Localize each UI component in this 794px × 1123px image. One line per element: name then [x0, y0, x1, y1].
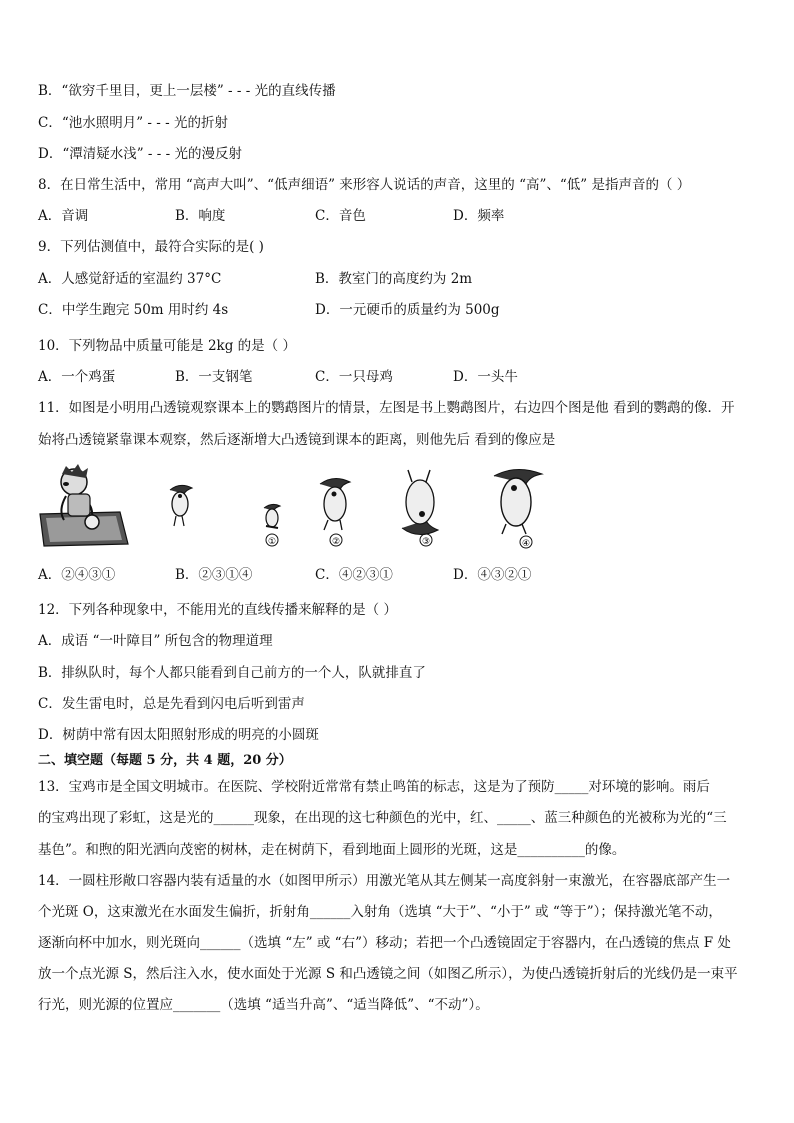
label-2	[330, 534, 342, 547]
q11-option-a: A．②④③①	[38, 567, 116, 583]
q13-line1: 13．宝鸡市是全国文明城市。在医院、学校附近常常有禁止鸣笛的标志，这是为了预防_____对环境的影响。雨后	[38, 779, 710, 795]
q14-line3: 逐渐向杯中加水，则光斑向______（选填 “左” 或 “右”）移动；若把一个凸透镜固定于容器内，在凸透镜的焦点 F 处	[38, 935, 731, 951]
q9-option-c: C．中学生跑完 50m 用时约 4s	[38, 302, 229, 318]
q11-stem-line1: 11．如图是小明用凸透镜观察课本上的鹦鹉图片的情景，左图是书上鹦鹉图片，右边四个图是他 看到的鹦鹉的像．开	[38, 400, 735, 416]
q12-option-d: D．树荫中常有因太阳照射形成的明亮的小圆斑	[38, 727, 319, 743]
label-3	[420, 534, 432, 547]
q9-option-d: D．一元硬币的质量约为 500g	[315, 302, 500, 318]
q10-stem: 10．下列物品中质量可能是 2kg 的是（ ）	[38, 338, 296, 354]
parrot-image-1	[264, 504, 280, 528]
parrot-image-2	[320, 478, 350, 530]
q10-option-b: B．一支钢笔	[175, 369, 253, 385]
q11-option-d: D．④③②①	[453, 567, 532, 583]
q14-line1: 14．一圆柱形敞口容器内装有适量的水（如图甲所示）用激光笔从其左侧某一高度斜射一束激光，在容器底部产生一	[38, 873, 731, 889]
q8-option-b: B．响度	[175, 208, 226, 224]
q10-option-c: C．一只母鸡	[315, 369, 393, 385]
q9-stem: 9．下列估测值中，最符合实际的是( )	[38, 239, 264, 255]
label-4	[520, 536, 532, 549]
q8-option-a: A．音调	[38, 208, 89, 224]
q8-option-d: D．频率	[453, 208, 505, 224]
q12-option-c: C．发生雷电时，总是先看到闪电后听到雷声	[38, 696, 305, 712]
label-1	[266, 534, 278, 547]
svg-text:①: ①	[267, 537, 277, 547]
q12-stem: 12．下列各种现象中，不能用光的直线传播来解释的是（ ）	[38, 602, 397, 618]
q12-option-b: B．排纵队时，每个人都只能看到自己前方的一个人，队就排直了	[38, 665, 426, 681]
q14-line4: 放一个点光源 S，然后注入水，使水面处于光源 S 和凸透镜之间（如图乙所示），为使凸透镜折射后的光线仍是一束平	[38, 966, 738, 982]
q8-stem: 8．在日常生活中，常用 “高声大叫”、“低声细语” 来形容人说话的声音，这里的 “高”、“低” 是指声音的（ ）	[38, 177, 691, 193]
q7-option-c: C．“池水照明月” - - - 光的折射	[38, 115, 228, 131]
parrot-original-image	[170, 485, 192, 526]
section-fill-in-title: 二、填空题（每题 5 分，共 4 题，20 分）	[38, 753, 292, 768]
svg-text:②: ②	[331, 537, 341, 547]
parrot-image-3	[402, 470, 438, 535]
boy-reading-illustration	[40, 464, 128, 546]
q11-stem-line2: 始将凸透镜紧靠课本观察，然后逐渐增大凸透镜到课本的距离，则他先后 看到的像应是	[38, 432, 556, 448]
q7-option-d: D．“潭清疑水浅” - - - 光的漫反射	[38, 146, 242, 162]
q13-line3: 基色”。和煦的阳光洒向茂密的树林，走在树荫下，看到地面上圆形的光斑，这是__________的像。	[38, 842, 626, 858]
q8-option-c: C．音色	[315, 208, 366, 224]
q14-line2: 个光斑 O，这束激光在水面发生偏折，折射角______入射角（选填 “大于”、“小于” 或 “等于”）；保持激光笔不动，	[38, 904, 722, 920]
q12-option-a: A．成语 “一叶障目” 所包含的物理道理	[38, 633, 273, 649]
q11-figure	[36, 462, 556, 554]
q14-line5: 行光，则光源的位置应_______（选填 “适当升高”、“适当降低”、“不动”）。	[38, 997, 489, 1013]
q10-option-d: D．一头牛	[453, 369, 518, 385]
q9-option-b: B．教室门的高度约为 2m	[315, 271, 473, 287]
q13-line2: 的宝鸡出现了彩虹，这是光的______现象，在出现的这七种颜色的光中，红、_____、蓝三种颜色的光被称为光的“三	[38, 810, 727, 826]
q11-option-c: C．④②③①	[315, 567, 393, 583]
svg-text:④: ④	[521, 539, 531, 549]
parrot-image-4	[494, 469, 542, 534]
q11-figure-svg	[36, 462, 556, 554]
q9-option-a: A．人感觉舒适的室温约 37°C	[38, 271, 222, 287]
svg-text:③: ③	[421, 537, 431, 547]
q10-option-a: A．一个鸡蛋	[38, 369, 116, 385]
q7-option-b: B．“欲穷千里目，更上一层楼” - - - 光的直线传播	[38, 83, 336, 99]
q11-option-b: B．②③①④	[175, 567, 253, 583]
